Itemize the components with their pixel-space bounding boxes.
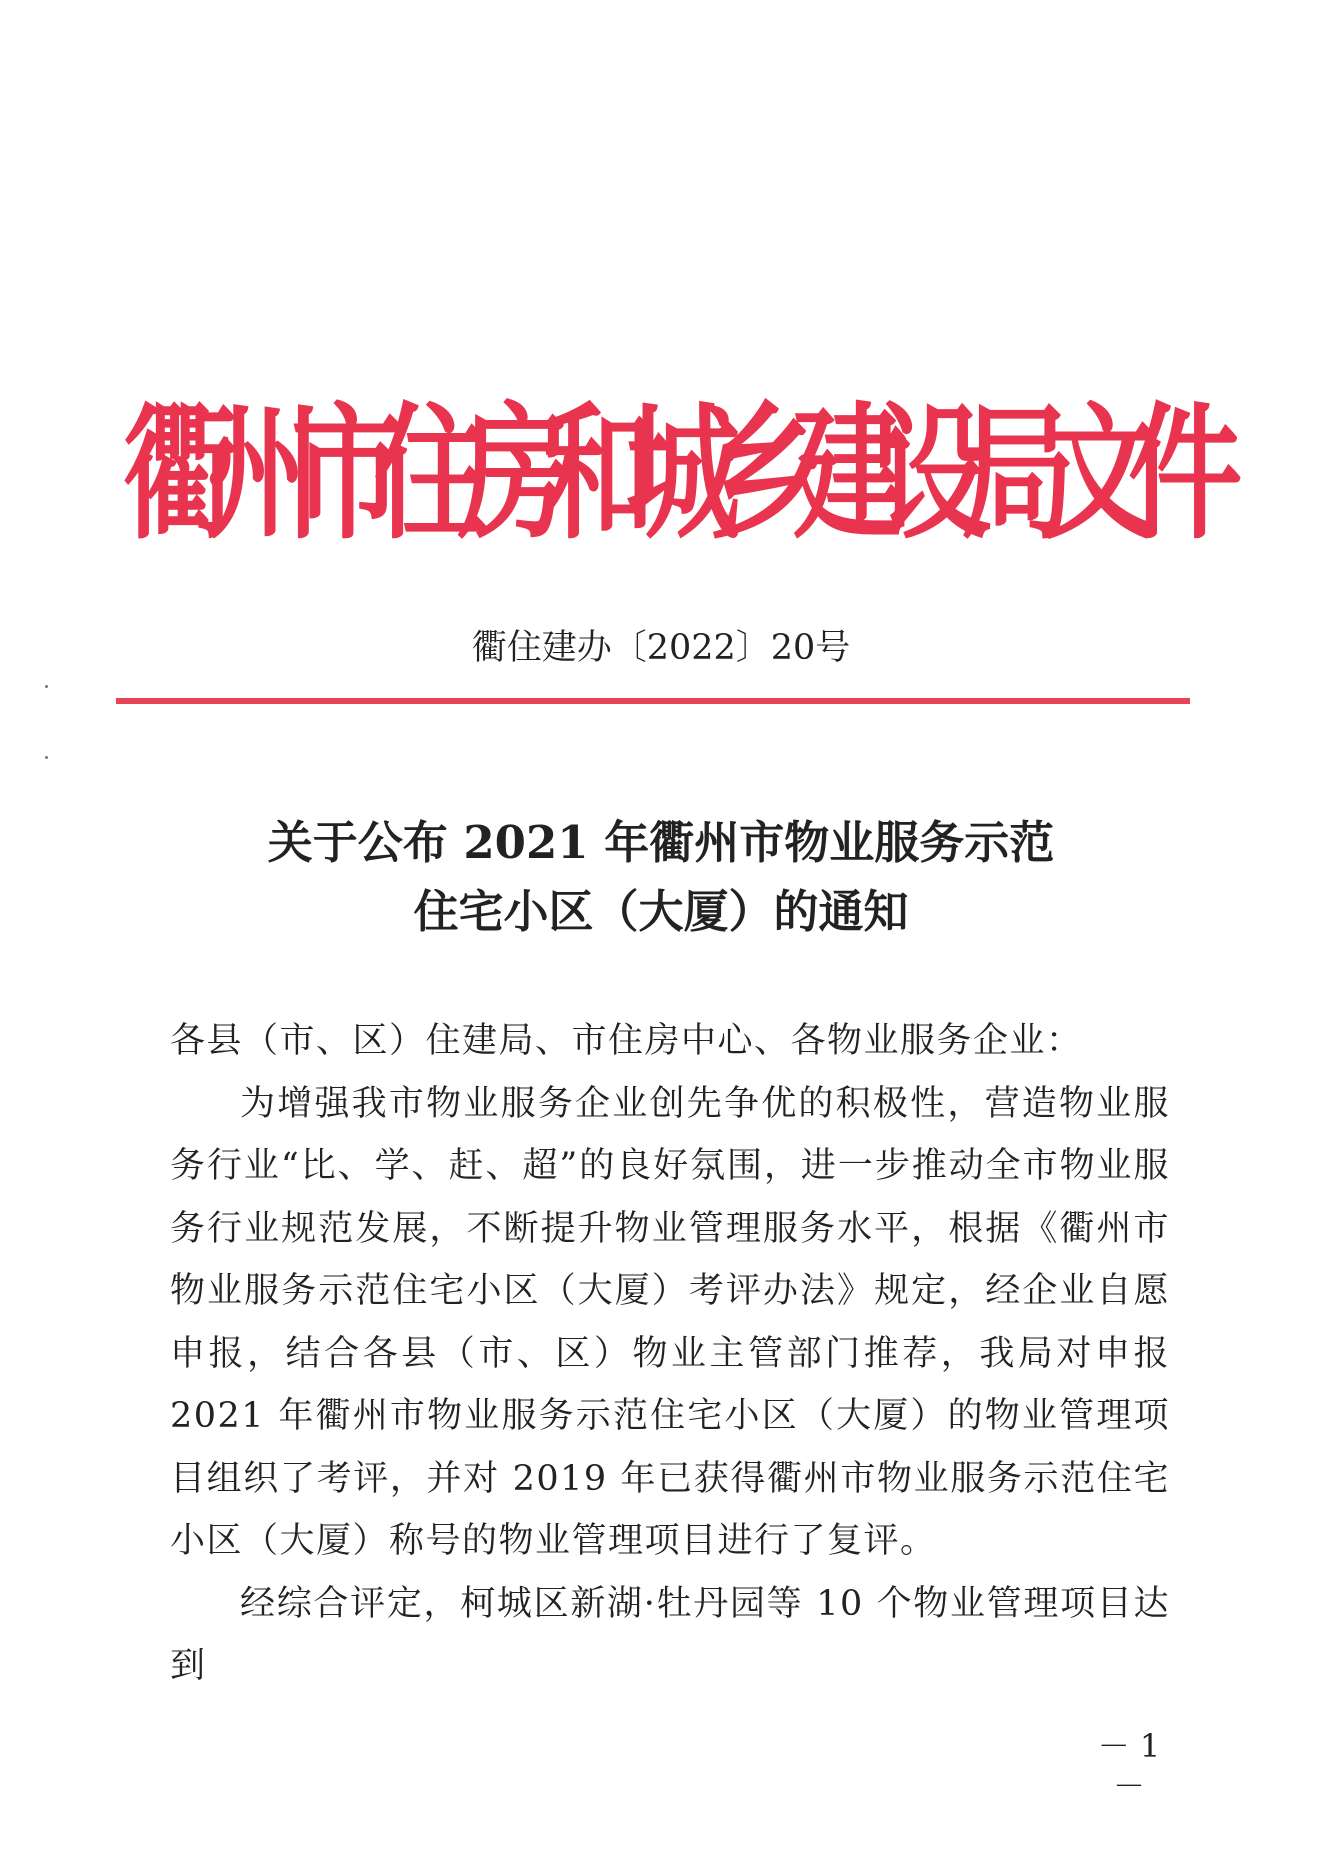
title-line-2: 住宅小区（大厦）的通知 <box>413 885 909 938</box>
letterhead-char: 市 <box>290 390 405 560</box>
letterhead-char: 设 <box>876 390 991 560</box>
paragraph-1: 为增强我市物业服务企业创先争优的积极性，营造物业服务行业“比、学、赶、超”的良好氛围，进一步推动全市物业服务行业规范发展，不断提升物业管理服务水平，根据《衢州市物业服务示范住宅小区（大厦）考评办法》规定，经企业自愿申报，结合各县（市、区）物业主管部门推荐，我局对申报 2021 年衢州市物业服务示范住宅小区（大厦）的物业管理项目组织了考评，并对 2019 年已获得衢州市物业服务示范住宅小区（大厦）称号的物业管理项目进行了复评。 <box>170 1083 1170 1561</box>
page-number: － 1 － <box>1097 1727 1161 1805</box>
salutation: 各县（市、区）住建局、市住房中心、各物业服务企业： <box>170 1021 1083 1061</box>
letterhead-char: 局 <box>960 390 1075 560</box>
letterhead-char: 衢 <box>123 390 238 560</box>
letterhead-char: 建 <box>793 390 908 560</box>
paragraph-2: 经综合评定，柯城区新湖·牡丹园等 10 个物业管理项目达到 <box>170 1583 1170 1686</box>
letterhead-char: 乡 <box>709 390 824 560</box>
letterhead-char: 件 <box>1128 390 1243 560</box>
red-separator-line <box>116 698 1190 704</box>
title-line-1: 关于公布 2021 年衢州市物业服务示范 <box>267 816 1055 869</box>
letterhead-char: 文 <box>1044 390 1159 560</box>
scan-mark <box>45 685 48 688</box>
scan-mark <box>45 756 48 759</box>
letterhead-char: 城 <box>625 390 740 560</box>
letterhead-char: 住 <box>374 390 489 560</box>
document-number: 衢住建办〔2022〕20号 <box>471 628 851 668</box>
letterhead-title <box>120 381 1243 570</box>
letterhead-char: 房 <box>458 390 573 560</box>
letterhead-char: 州 <box>206 390 321 560</box>
document-title <box>0 808 1322 946</box>
document-body <box>170 1010 1170 1698</box>
letterhead-char: 和 <box>541 390 656 560</box>
